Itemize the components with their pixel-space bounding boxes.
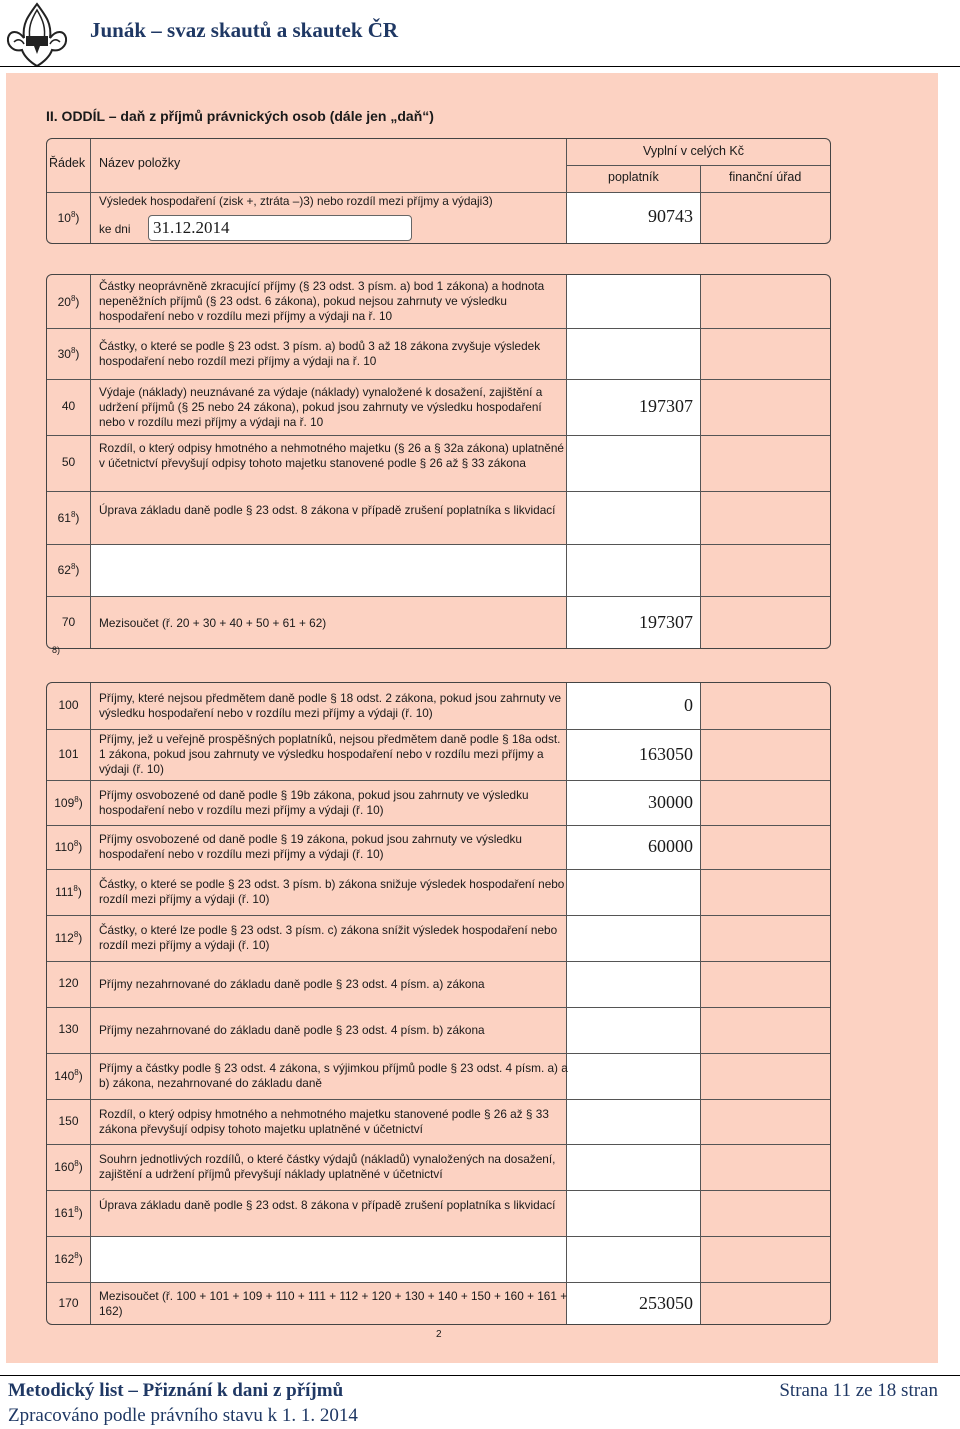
form-row [47, 869, 830, 915]
row-description: Příjmy nezahrnované do základu daně podle § 23 odst. 4 písm. a) zákona [99, 976, 485, 991]
form-box-increases [46, 274, 831, 649]
row-number: $112^8$) [54, 930, 83, 945]
row-number: $111^8$) [55, 884, 82, 899]
form-row [47, 1144, 830, 1190]
junak-lily-emblem-icon [4, 2, 70, 68]
row-value[interactable]: 0 [684, 695, 693, 715]
row-number: $109^8$) [54, 794, 83, 810]
row-description: Částky, o které lze podle § 23 odst. 3 písm. c) zákona snížit výsledek hospodaření nebo rozdíl mezi příjmy a výdaji (ř. 10) [99, 923, 558, 952]
row-description: Rozdíl, o který odpisy hmotného a nehmotného majetku (§ 26 a § 32a zákona) uplatněné v účetnictví převyšují odpisy tohoto majetku stanovené podle § 26 až § 33 zákona [99, 440, 564, 470]
col-header-name: Název položky [99, 156, 181, 170]
row-description: Mezisoučet (ř. 100 + 101 + 109 + 110 + 111 + 112 + 120 + 130 + 140 + 150 + 160 + 161 + 162) [99, 1289, 568, 1318]
row-number: $61^8$) [57, 509, 80, 525]
form-row [47, 729, 830, 780]
row-description: Mezisoučet (ř. 20 + 30 + 40 + 50 + 61 + 62) [99, 615, 327, 630]
footnote-mark: 8) [52, 645, 61, 655]
form-row [47, 825, 830, 869]
row-number: 120 [58, 976, 79, 990]
row-description: Souhrn jednotlivých rozdílů, o které částky výdajů (nákladů) vynaložených na dosažení, zajištění a udržení příjmů převyšují náklady uplatněné v účetnictví [99, 1152, 556, 1181]
section-title: II. ODDÍL – daň z příjmů právnických osob (dále jen „daň“) [46, 108, 434, 124]
row-number: 40 [61, 399, 76, 413]
col-header-office: finanční úřad [729, 170, 802, 184]
row-value[interactable]: 60000 [648, 836, 693, 856]
date-field[interactable]: 31.12.2014 [148, 215, 412, 241]
row-number: $20^8$) [57, 293, 80, 309]
row-value: 90743 [648, 206, 693, 226]
row-description: Úprava základu daně podle § 23 odst. 8 zákona v případě zrušení poplatníka s likvidací [99, 502, 556, 517]
row-number: 70 [61, 615, 76, 629]
row-description: Příjmy, které nejsou předmětem daně podle § 18 odst. 2 zákona, pokud jsou zahrnuty ve výsledku hospodaření nebo v rozdílu mezi příjmy a výdaji (ř. 10) [99, 691, 562, 720]
row-value[interactable]: 163050 [639, 743, 693, 764]
form-row [47, 1053, 830, 1099]
form-row [47, 491, 830, 544]
row-number: $62^8$) [57, 562, 80, 577]
row-description: Výsledek hospodaření (zisk +, ztráta –)3) nebo rozdíl mezi příjmy a výdaji3) [99, 194, 493, 208]
tax-form-sheet [6, 73, 938, 1363]
form-row [47, 328, 830, 379]
row-value[interactable]: 197307 [639, 396, 693, 416]
form-row [47, 1282, 830, 1325]
row-description: Částky neoprávněně zkracující příjmy (§ 23 odst. 3 písm. a) bod 1 zákona) a hodnota nepeněžních příjmů (§ 23 odst. 6 zákona), pokud nejsou zahrnuty ve výsledku hospodaření nebo v rozdílu mezi příjmy a výdaji na ř. 10 [99, 279, 545, 323]
row-value[interactable]: 30000 [648, 791, 693, 812]
row-description: Příjmy osvobozené od daně podle § 19b zákona, pokud jsou zahrnuty ve výsledku hospodaření nebo v rozdílu mezi příjmy a výdaji (ř. 10) [99, 787, 529, 817]
row-number: $160^8$) [54, 1159, 83, 1174]
col-header-fill: Vyplní v celých Kč [643, 144, 744, 158]
row-number: 101 [58, 746, 79, 761]
row-number: $10^8$) [57, 210, 80, 225]
row-number: $30^8$) [57, 345, 80, 361]
form-row [47, 1007, 830, 1053]
row-description: Částky, o které se podle § 23 odst. 3 písm. b) zákona snižuje výsledek hospodaření nebo rozdíl mezi příjmy a výdaji (ř. 10) [99, 877, 565, 906]
form-row [47, 596, 830, 649]
header-title: Junák – svaz skautů a skautek ČR [90, 18, 399, 42]
form-row [47, 1190, 830, 1236]
form-row [47, 780, 830, 825]
row-description: Úprava základu daně podle § 23 odst. 8 zákona v případě zrušení poplatníka s likvidací [99, 1198, 556, 1212]
footer-page-count: Strana 11 ze 18 stran [779, 1380, 938, 1401]
row-number: 100 [58, 698, 79, 712]
form-page-number: 2 [436, 1329, 442, 1340]
row-value[interactable]: 253050 [639, 1293, 693, 1313]
col-header-payer: poplatník [608, 170, 659, 184]
row-description: Příjmy a částky podle § 23 odst. 4 zákona, s výjimkou příjmů podle § 23 odst. 4 písm. a) a b) zákona, nezahrnované do základu daně [99, 1061, 568, 1090]
row-number: $140^8$) [54, 1068, 83, 1083]
form-row [47, 1236, 830, 1282]
row-description: Příjmy, jež u veřejně prospěšných poplatníků, nejsou předmětem daně podle § 18a odst. 1 zákona, pokud jsou zahrnuty ve výsledku hospodaření nebo v rozdílu mezi příjmy a výdaji (ř. 10) [99, 732, 561, 776]
form-row [47, 275, 830, 328]
row-number: 150 [58, 1113, 79, 1128]
col-header-row: Řádek [49, 156, 86, 170]
row-number: 170 [58, 1296, 79, 1310]
row-description: Výdaje (náklady) neuznávané za výdaje (náklady) vynaložené k dosažení, zajištění a udržení příjmů (§ 25 nebo 24 zákona), pokud jsou zahrnuty ve výsledku hospodaření nebo v rozdílu mezi příjmy a výdaji na ř. 10 [99, 384, 543, 429]
ke-dni-label: ke dni [99, 222, 131, 236]
header-divider [0, 66, 960, 67]
row-number: $110^8$) [54, 839, 83, 854]
row-number: $161^8$) [54, 1205, 83, 1220]
form-row [47, 683, 830, 729]
row-description: Částky, o které se podle § 23 odst. 3 písm. a) bodů 3 až 18 zákona zvyšuje výsledek hospodaření nebo rozdíl mezi příjmy a výdaji na ř. 10 [99, 338, 541, 368]
form-row [47, 961, 830, 1007]
form-row [47, 379, 830, 435]
footer-subtitle: Zpracováno podle právního stavu k 1. 1. 2014 [8, 1405, 358, 1426]
row-number: 50 [61, 455, 76, 469]
form-box-decreases [46, 682, 831, 1325]
row-number: 130 [58, 1022, 79, 1036]
footer-title: Metodický list – Přiznání k dani z příjmů [8, 1380, 344, 1401]
row-description: Příjmy osvobozené od daně podle § 19 zákona, pokud jsou zahrnuty ve výsledku hospodaření nebo v rozdílu mezi příjmy a výdaji (ř. 10) [99, 832, 522, 861]
form-row [47, 544, 830, 596]
row-value[interactable]: 197307 [639, 612, 693, 632]
row-description: Rozdíl, o který odpisy hmotného a nehmotného majetku stanovené podle § 26 až § 33 zákona převyšují odpisy tohoto majetku uplatněné v účetnictví [99, 1106, 549, 1136]
footer-divider [0, 1375, 960, 1376]
row-description: Příjmy nezahrnované do základu daně podle § 23 odst. 4 písm. b) zákona [99, 1022, 485, 1037]
form-row [47, 435, 830, 491]
form-row [47, 1099, 830, 1144]
form-row [47, 915, 830, 961]
row-number: $162^8$) [54, 1251, 83, 1266]
